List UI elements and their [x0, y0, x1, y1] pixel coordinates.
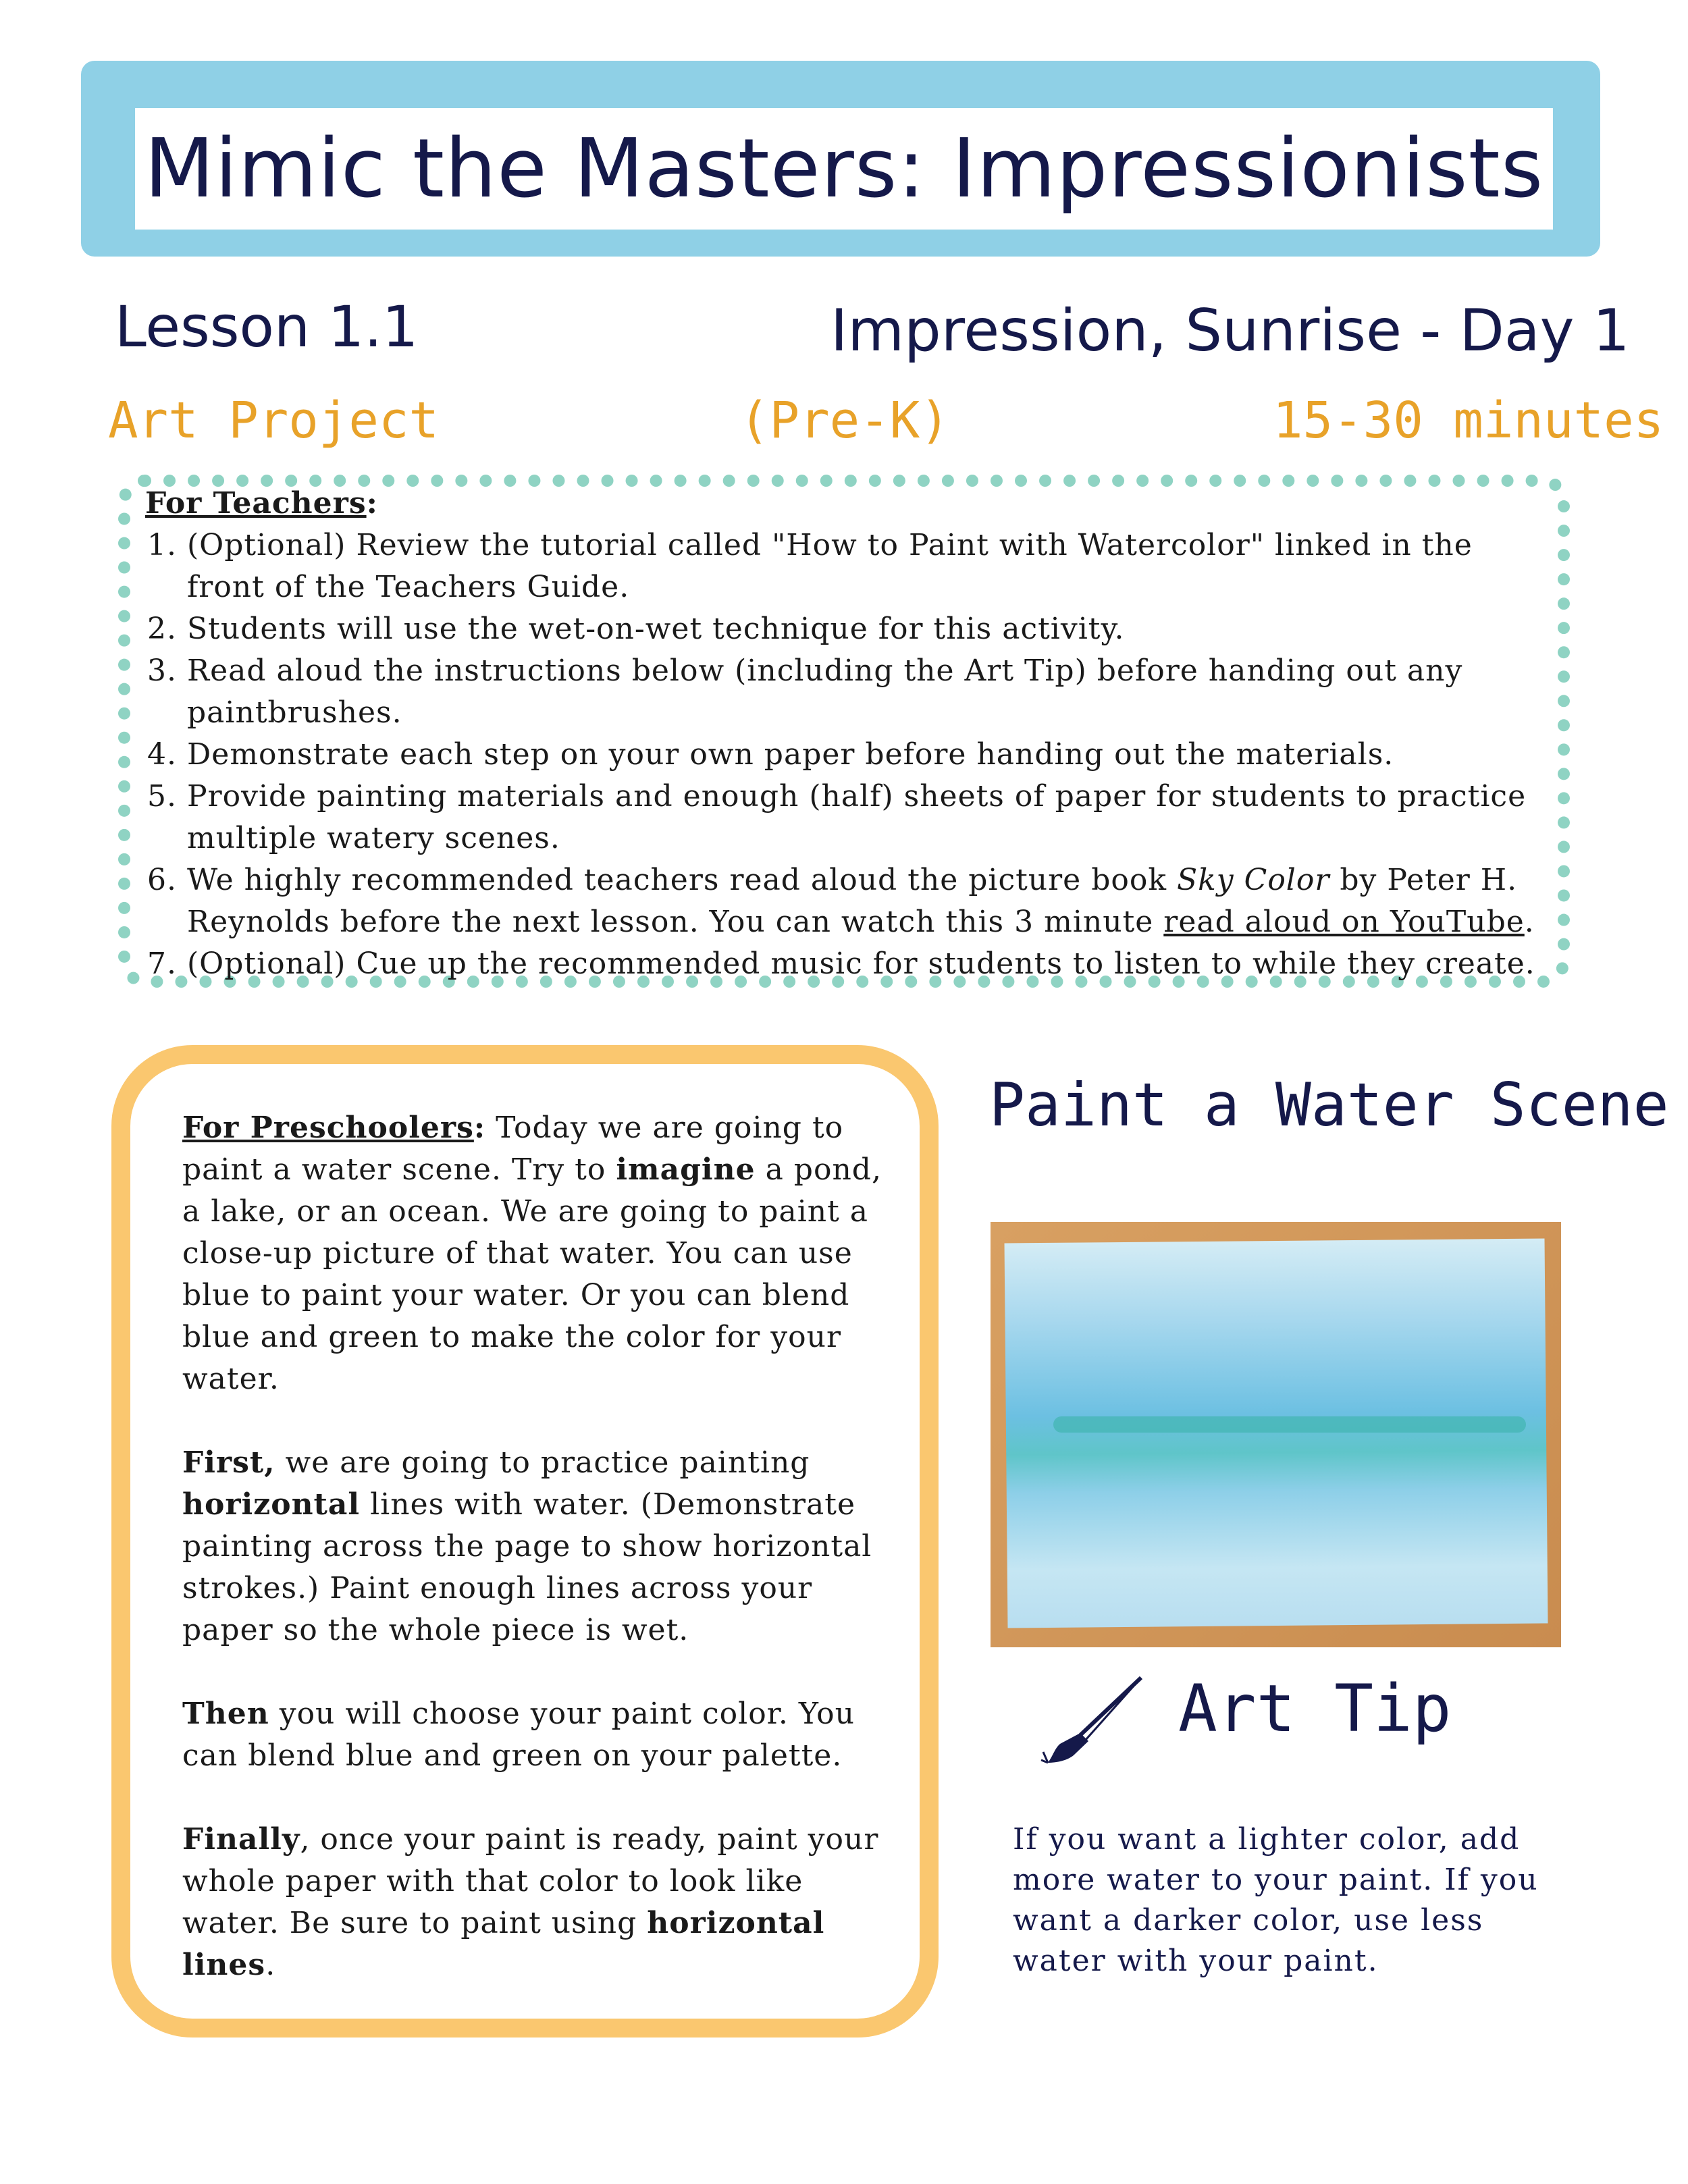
teachers-instructions: For Teachers: 1. (Optional) Review the tutorial called "How to Paint with Watercolor" linked in the front of the Teachers Guide. 2. Students will use the wet-on-wet technique for this activity. 3. Read aloud the instructions below (including the Art Tip) before handing out any paintbrushes. 4. Demonstrate each step on your own paper before handing out the materials. 5. Provide painting materials and enough (half) sheets of paper for students to practice multiple watery scenes. 6. We highly recommended teachers read aloud the picture book Sky Color by Peter H. Reynolds before the next lesson. You can watch this 3 minute read aloud on YouTube. 7. (Optional) Cue up the recommended music for students to listen to while they create.: [145, 483, 1556, 985]
list-item: 5. Provide painting materials and enough (half) sheets of paper for students to practice multiple watery scenes.: [187, 776, 1556, 859]
list-item: 1. (Optional) Review the tutorial called "How to Paint with Watercolor" linked in the front of the Teachers Guide.: [187, 525, 1556, 608]
lesson-number: Lesson 1.1: [115, 294, 419, 360]
paint-stripe: [1053, 1416, 1526, 1433]
paragraph: Then you will choose your paint color. You can blend blue and green on your palette.: [182, 1697, 855, 1773]
list-item-text: .: [1524, 905, 1535, 939]
paintbrush-icon: [1040, 1671, 1148, 1765]
preschoolers-instructions: [182, 1107, 898, 2028]
lesson-title: Impression, Sunrise - Day 1: [830, 297, 1630, 365]
list-item: 7. (Optional) Cue up the recommended music for students to listen to while they create.: [187, 943, 1556, 985]
list-item-text: We highly recommended teachers read aloud the picture book: [187, 863, 1177, 897]
page-title: Mimic the Masters: Impressionists: [144, 122, 1544, 216]
list-item: 4. Demonstrate each step on your own paper before handing out the materials.: [187, 734, 1556, 776]
youtube-link[interactable]: read aloud on YouTube: [1163, 905, 1525, 939]
book-title: Sky Color: [1177, 863, 1330, 897]
art-tip-text: If you want a lighter color, add more water to your paint. If you want a darker color, use less water with your paint.: [1013, 1822, 1539, 1978]
list-item: 3. Read aloud the instructions below (including the Art Tip) before handing out any paintbrushes.: [187, 650, 1556, 734]
watercolor-paper: [1005, 1239, 1548, 1628]
list-item-text: by Peter H. Reynolds before the next lesson. You can watch this 3 minute: [187, 863, 1518, 939]
project-label: Art Project: [108, 392, 440, 450]
scene-title: Paint a Water Scene: [989, 1070, 1669, 1140]
paragraph: Finally, once your paint is ready, paint your whole paper with that color to look like water. Be sure to paint using horizontal lines.: [182, 1822, 879, 1982]
preschoolers-heading: For Preschoolers: [182, 1111, 474, 1145]
grade-label: (Pre-K): [739, 392, 950, 450]
list-item: 2. Students will use the wet-on-wet technique for this activity.: [187, 608, 1556, 650]
paragraph: First, we are going to practice painting horizontal lines with water. (Demonstrate painting across the page to show horizontal strokes.) Paint enough lines across your paper so the whole piece is wet.: [182, 1445, 872, 1647]
teachers-heading: For Teachers: [145, 486, 367, 521]
teachers-list: [145, 525, 1556, 985]
list-item: [187, 859, 1556, 943]
paragraph: For Preschoolers: Today we are going to paint a water scene. Try to imagine a pond, a lake, or an ocean. We are going to paint a close-up picture of that water. You can use blue to paint your water. Or you can blend blue and green to make the color for your water.: [182, 1111, 882, 1396]
duration-label: 15-30 minutes: [1273, 392, 1664, 450]
art-tip-title: Art Tip: [1178, 1671, 1452, 1747]
